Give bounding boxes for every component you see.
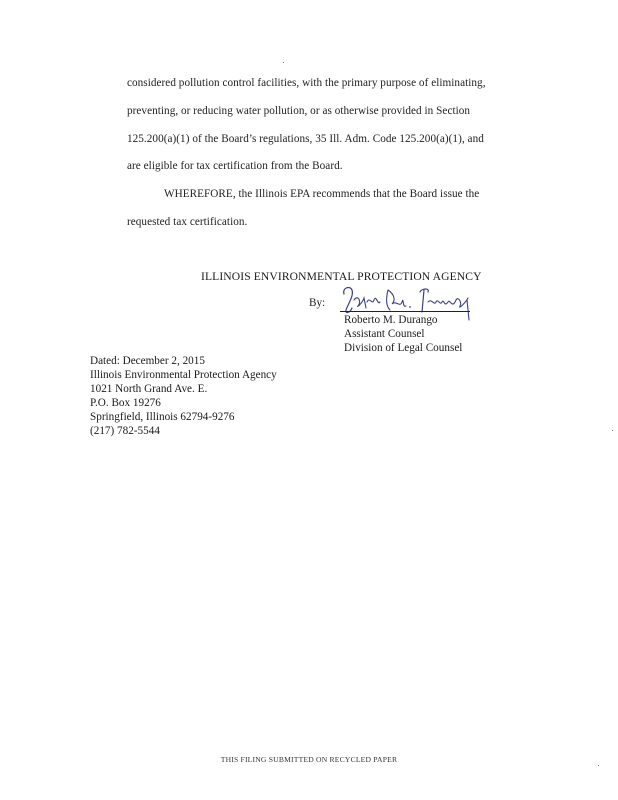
- signer-title: Assistant Counsel: [344, 328, 425, 340]
- scan-speck: [283, 62, 284, 63]
- recycled-paper-footer: THIS FILING SUBMITTED ON RECYCLED PAPER: [220, 755, 398, 764]
- by-label: By:: [309, 297, 326, 309]
- body-line-1: considered pollution control facilities, with the primary purpose of eliminating,: [127, 77, 486, 89]
- dated-line: Dated: December 2, 2015: [90, 355, 205, 367]
- scan-speck: [598, 765, 599, 766]
- address-phone: (217) 782-5544: [90, 425, 160, 437]
- address-street: 1021 North Grand Ave. E.: [90, 383, 208, 395]
- address-city: Springfield, Illinois 62794-9276: [90, 411, 235, 423]
- agency-name: ILLINOIS ENVIRONMENTAL PROTECTION AGENCY: [201, 270, 482, 283]
- body-line-4: are eligible for tax certification from the Board.: [127, 160, 343, 172]
- address-po-box: P.O. Box 19276: [90, 397, 161, 409]
- wherefore-line-1: WHEREFORE, the Illinois EPA recommends that the Board issue the: [164, 188, 480, 200]
- body-line-3: 125.200(a)(1) of the Board’s regulations, 35 Ill. Adm. Code 125.200(a)(1), and: [127, 133, 484, 145]
- signer-division: Division of Legal Counsel: [344, 342, 463, 354]
- address-organization: Illinois Environmental Protection Agency: [90, 369, 277, 381]
- scan-speck: [612, 430, 613, 431]
- wherefore-line-2: requested tax certification.: [127, 216, 248, 228]
- body-line-2: preventing, or reducing water pollution, or as otherwise provided in Section: [127, 105, 471, 117]
- signature-line: [340, 311, 470, 312]
- signer-name: Roberto M. Durango: [344, 314, 438, 326]
